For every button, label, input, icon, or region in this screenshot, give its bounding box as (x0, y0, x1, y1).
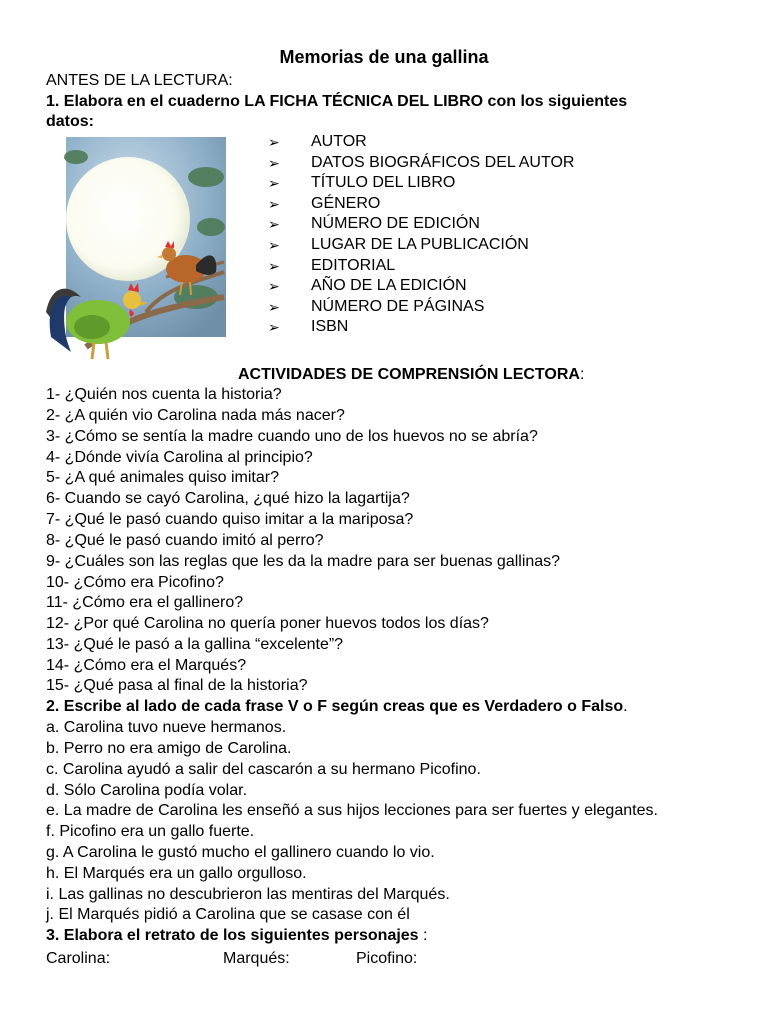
arrowhead-bullet-icon: ➢ (268, 134, 280, 150)
statement: h. El Marqués era un gallo orgulloso. (46, 865, 307, 882)
statement: c. Carolina ayudó a salir del cascarón a su hermano Picofino. (46, 761, 481, 778)
list-item (268, 194, 574, 215)
list-item-label: LUGAR DE LA PUBLICACIÓN (311, 235, 529, 253)
list-item (268, 256, 574, 277)
arrowhead-bullet-icon: ➢ (268, 298, 280, 315)
statement: g. A Carolina le gustó mucho el gallinero cuando lo vio. (46, 844, 435, 861)
arrowhead-bullet-icon: ➢ (268, 216, 280, 233)
list-item-label: NÚMERO DE PÁGINAS (311, 297, 485, 315)
arrowhead-bullet-icon: ➢ (268, 175, 280, 192)
list-item (268, 153, 574, 174)
arrowhead-bullet-icon: ➢ (268, 257, 280, 274)
list-item-label: GÉNERO (311, 194, 381, 212)
comprehension-heading-colon: : (579, 366, 585, 383)
question: 14- ¿Cómo era el Marqués? (46, 657, 247, 674)
task-1-text: 1. Elabora en el cuaderno (46, 93, 245, 110)
task-2-text: 2. Escribe al lado de cada frase V o F según creas que es Verdadero o Falso (46, 698, 624, 715)
question: 9- ¿Cuáles son las reglas que les da la madre para ser buenas gallinas? (46, 553, 561, 570)
question: 6- Cuando se cayó Carolina, ¿qué hizo la lagartija? (46, 490, 410, 507)
list-item (268, 132, 574, 153)
book-data-list (268, 132, 574, 338)
list-item (268, 297, 574, 318)
question: 7- ¿Qué le pasó cuando quiso imitar a la mariposa? (46, 511, 414, 528)
comprehension-heading (238, 366, 584, 384)
task-1-continuation: datos: (46, 113, 94, 130)
character-label: Marqués: (223, 950, 290, 967)
task-1 (46, 92, 627, 112)
statement: i. Las gallinas no descubrieron las mentiras del Marqués. (46, 886, 450, 903)
arrowhead-bullet-icon: ➢ (268, 154, 280, 171)
page-title: Memorias de una gallina (279, 47, 489, 67)
list-item-label: EDITORIAL (311, 256, 396, 274)
list-item-label: AÑO DE LA EDICIÓN (311, 277, 467, 295)
character-label: Picofino: (356, 950, 418, 967)
list-item (268, 214, 574, 235)
list-item-label: DATOS BIOGRÁFICOS DEL AUTOR (311, 153, 575, 171)
list-item-label: AUTOR (311, 133, 367, 150)
question: 11- ¿Cómo era el gallinero? (46, 594, 244, 611)
question: 13- ¿Qué le pasó a la gallina “excelente”? (46, 636, 344, 653)
list-item (268, 173, 574, 194)
comprehension-heading-label: ACTIVIDADES DE COMPRENSIÓN LECTORA (238, 366, 580, 383)
list-item-label: NÚMERO DE EDICIÓN (311, 215, 480, 233)
question: 3- ¿Cómo se sentía la madre cuando uno de los huevos no se abría? (46, 428, 538, 445)
before-reading-heading: ANTES DE LA LECTURA: (46, 72, 233, 89)
question: 8- ¿Qué le pasó cuando imitó al perro? (46, 532, 324, 549)
question: 10- ¿Cómo era Picofino? (46, 574, 224, 591)
statement: b. Perro no era amigo de Carolina. (46, 740, 292, 757)
character-label: Carolina: (46, 950, 111, 967)
task-2-end: . (623, 698, 628, 715)
list-item (268, 317, 574, 338)
question: 2- ¿A quién vio Carolina nada más nacer? (46, 407, 345, 424)
moon-roosters-illustration (46, 137, 226, 363)
statement: a. Carolina tuvo nueve hermanos. (46, 719, 287, 736)
task-1-rest: con los siguientes (483, 93, 628, 110)
task-3-text: 3. Elabora el retrato de los siguientes personajes (46, 927, 419, 944)
task-3 (46, 927, 427, 945)
list-item (268, 235, 574, 256)
task-3-end: : (418, 927, 428, 944)
list-item-label: ISBN (311, 318, 349, 336)
statement: d. Sólo Carolina podía volar. (46, 782, 248, 799)
list-item-label: TÍTULO DEL LIBRO (311, 174, 456, 192)
statement: j. El Marqués pidió a Carolina que se casase con él (46, 906, 410, 923)
question: 1- ¿Quién nos cuenta la historia? (46, 386, 282, 403)
task-2 (46, 698, 628, 716)
question: 4- ¿Dónde vivía Carolina al principio? (46, 449, 313, 466)
question: 12- ¿Por qué Carolina no quería poner huevos todos los días? (46, 615, 489, 632)
arrowhead-bullet-icon: ➢ (268, 195, 280, 212)
statement: e. La madre de Carolina les enseñó a sus hijos lecciones para ser fuertes y elegantes. (46, 802, 658, 819)
question: 5- ¿A qué animales quiso imitar? (46, 469, 279, 486)
characters-row (46, 950, 746, 972)
statement: f. Picofino era un gallo fuerte. (46, 823, 255, 840)
task-1-strong: LA FICHA TÉCNICA DEL LIBRO (244, 93, 484, 110)
arrowhead-bullet-icon: ➢ (268, 236, 280, 253)
arrowhead-bullet-icon: ➢ (268, 278, 280, 295)
list-item (268, 276, 574, 297)
arrowhead-bullet-icon: ➢ (268, 319, 280, 336)
question: 15- ¿Qué pasa al final de la historia? (46, 677, 308, 694)
